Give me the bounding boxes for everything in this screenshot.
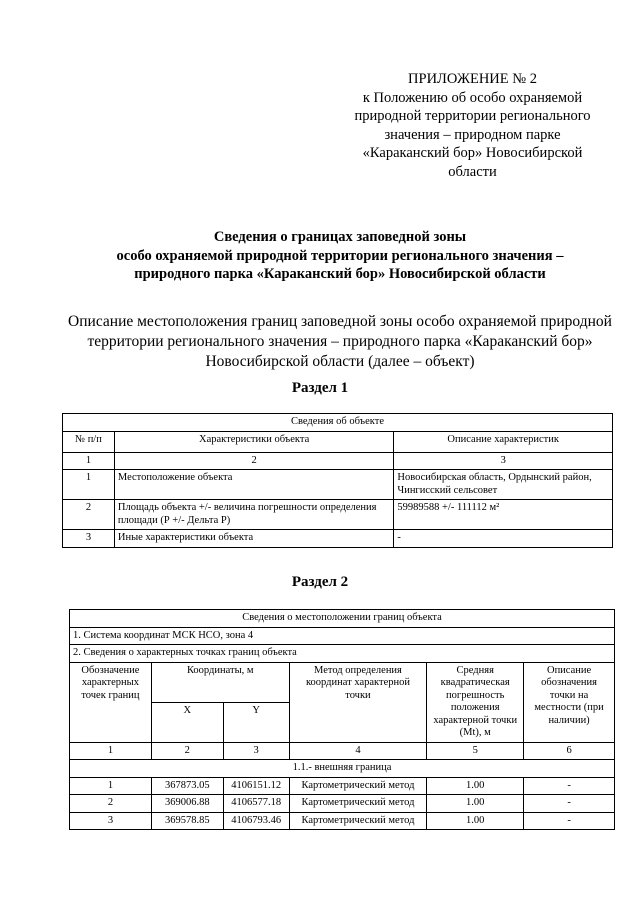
title-line: Сведения о границах заповедной зоны: [213, 229, 467, 245]
col-number: 6: [524, 742, 615, 760]
subsection-title: 1.1.- внешняя граница: [70, 760, 615, 778]
coord-x: 369006.88: [151, 795, 223, 813]
table-row: [63, 500, 613, 530]
coord-x: 367873.05: [151, 777, 223, 795]
point-id: 2: [70, 795, 152, 813]
appendix-header: [340, 70, 605, 181]
table-row: [63, 470, 613, 500]
appendix-line: к Положению об особо охраняемой: [362, 89, 583, 106]
row-name: Площадь объекта +/- величина погрешности определения площади (Р +/- Дельта Р): [114, 500, 393, 530]
col-number: 5: [427, 742, 524, 760]
document-description: [60, 312, 620, 372]
title-line: природного парка «Караканский бор» Новосибирской области: [134, 266, 546, 282]
header-num: № п/п: [63, 431, 115, 452]
row-name: Иные характеристики объекта: [114, 530, 393, 548]
header-accuracy: Средняя квадратическая погрешность положения характерной точки (Mt), м: [427, 662, 524, 742]
row-value: Новосибирская область, Ордынский район, Чингисский сельсовет: [394, 470, 613, 500]
header-coords: Координаты, м: [151, 662, 289, 702]
table-row: [70, 812, 615, 830]
header-x: X: [151, 702, 223, 742]
point-id: 3: [70, 812, 152, 830]
point-description: -: [524, 777, 615, 795]
title-line: особо охраняемой природной территории регионального значения –: [116, 247, 564, 264]
point-description: -: [524, 795, 615, 813]
row-num: 2: [63, 500, 115, 530]
header-description: Описание характеристик: [394, 431, 613, 452]
section2-heading: Раздел 2: [291, 574, 349, 590]
object-info-table: [62, 413, 613, 548]
appendix-line: природной территории регионального: [354, 108, 591, 124]
description-line: Новосибирской области (далее – объект): [205, 353, 475, 370]
accuracy: 1.00: [427, 812, 524, 830]
coord-y: 4106577.18: [223, 795, 289, 813]
points-title: 2. Сведения о характерных точках границ объекта: [70, 645, 615, 663]
appendix-line: области: [448, 163, 497, 180]
table-row: [63, 530, 613, 548]
col-number: 1: [70, 742, 152, 760]
col-number: 2: [151, 742, 223, 760]
description-line: Описание местоположения границ заповедной зоны особо охраняемой природной: [68, 313, 612, 330]
row-value: -: [394, 530, 613, 548]
point-description: -: [524, 812, 615, 830]
point-id: 1: [70, 777, 152, 795]
appendix-line: ПРИЛОЖЕНИЕ № 2: [408, 71, 537, 87]
boundary-points-table: [69, 609, 615, 830]
accuracy: 1.00: [427, 795, 524, 813]
table-title: Сведения об объекте: [63, 414, 613, 432]
method: Картометрический метод: [289, 777, 427, 795]
coord-x: 369578.85: [151, 812, 223, 830]
table-row: [70, 777, 615, 795]
method: Картометрический метод: [289, 795, 427, 813]
table-title: Сведения о местоположении границ объекта: [70, 610, 615, 628]
row-num: 3: [63, 530, 115, 548]
coord-y: 4106793.46: [223, 812, 289, 830]
header-y: Y: [223, 702, 289, 742]
header-method: Метод определения координат характерной точки: [289, 662, 427, 742]
coord-system: 1. Система координат МСК НСО, зона 4: [70, 627, 615, 645]
appendix-line: значения – природном парке: [384, 126, 561, 143]
method: Картометрический метод: [289, 812, 427, 830]
document-title: [60, 228, 620, 284]
row-value: 59989588 +/- 111112 м²: [394, 500, 613, 530]
row-name: Местоположение объекта: [114, 470, 393, 500]
col-number: 2: [114, 452, 393, 470]
col-number: 3: [394, 452, 613, 470]
col-number: 1: [63, 452, 115, 470]
accuracy: 1.00: [427, 777, 524, 795]
col-number: 4: [289, 742, 427, 760]
appendix-line: «Караканский бор» Новосибирской: [362, 145, 583, 161]
coord-y: 4106151.12: [223, 777, 289, 795]
col-number: 3: [223, 742, 289, 760]
description-line: территории регионального значения – природного парка «Караканский бор»: [87, 333, 593, 350]
section1-heading: Раздел 1: [291, 380, 349, 396]
header-point: Обозначение характерных точек границ: [70, 662, 152, 742]
table-row: [70, 795, 615, 813]
header-point-description: Описание обозначения точки на местности (при наличии): [524, 662, 615, 742]
header-characteristics: Характеристики объекта: [114, 431, 393, 452]
row-num: 1: [63, 470, 115, 500]
